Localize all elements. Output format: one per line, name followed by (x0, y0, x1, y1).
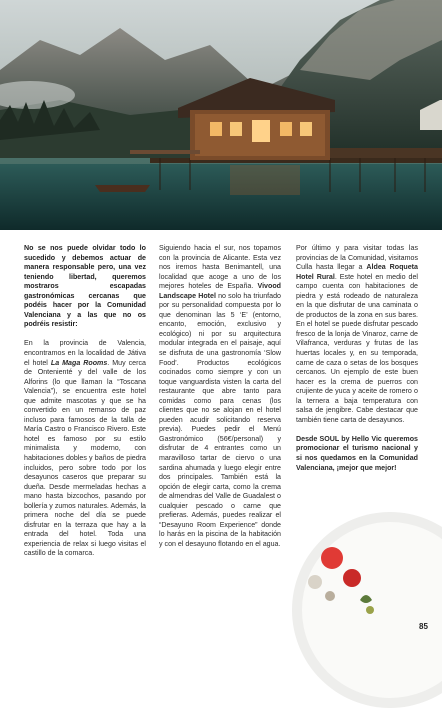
aldea-hotel-name: Aldea Roqueta Hotel Rural (296, 263, 418, 281)
la-maga-paragraph (24, 339, 146, 559)
lake-cabin-illustration (0, 0, 442, 230)
vivood-hotel-name: Vivood Landscape Hotel (159, 282, 281, 300)
vivood-text-after: no solo ha triunfado por su personalidad compuesta por lo que denominan las 5 ‘E’ (entorno, encanto, emoción, exclusivo y ecológico) ni por su arquitectura modular integrada en el paisaje, aquí se disfruta de una gastronomía ‘Slow Food’. Productos ecológicos cocinados como siempre y con un toque vanguardista visten la carta del restaurante que abre tanto para comidas como para cenas (los clientes que no se alojan en el hotel pueden acudir solicitando reserva previa). Puedes pedir el Menú Gastronómico (56€/personal) y disfrutar de 4 entrantes como un maravilloso tartar de ciervo o una sardina ahumada y luego elegir entre dos principales. También está la opción de elegir carta, como la crema de almendras del Valle de Guadalest o cualquier pescado o carne que prefieras. Además, puedes realizar el “Desayuno Room Experience” donde lo harás en la piscina de la habitación y con el desayuno flotando en el agua. (159, 291, 281, 548)
hero-photo (0, 0, 442, 230)
intro-paragraph: No se nos puede olvidar todo lo sucedido y debemos actuar de manera responsable pero, una vez teniendo libertad, queremos mostraros escapadas gastronómicas cercanas que podéis hacer por la Comunidad Valenciana y a las que no os podréis resistir: (24, 244, 146, 329)
la-maga-text-before: En la provincia de Valencia, encontramos en la localidad de Játiva el hotel (24, 339, 146, 367)
aldea-text-after: . Este hotel en medio del campo cuenta con habitaciones de piedra y está rodeado de naturaleza en la que disfrutar de una caminata o de productos de la zona en sus bares. En el hotel se puede disfrutar pescado fresco de la lonja de Vinaroz, carne de Vilafranca, verduras y frutas de las huertas locales y, en su temporada, carne de caza o setas de los bosques cercanos. Un ejemplo de este buen hacer es la crema de puerros con crujiente de yuca y aceite de romero o la ternera a baja temperatura con salsa de jengibre. Cabe destacar que también tiene carta de desayunos. (296, 272, 418, 424)
vivood-text-before: Siguiendo hacia el sur, nos topamos con la provincia de Alicante. Esta vez nos iremos hasta Benimantell, una localidad que acoge a uno de los mejores hoteles de España. (159, 244, 281, 291)
la-maga-hotel-name: La Maga Rooms (50, 358, 108, 367)
article-column-3 (296, 244, 418, 483)
vivood-paragraph (159, 244, 281, 550)
aldea-paragraph (296, 244, 418, 425)
closing-paragraph: Desde SOUL by Hello Vic queremos promocionar el turismo nacional y si nos quedamos en la Comunidad Valenciana, ¡mejor que mejor! (296, 434, 418, 472)
la-maga-text-after: . Muy cerca de Ontenienté y del valle de los Alforins (lo que llaman la “Toscana Valencia”), se encuentra este hotel que admite mascotas y que se ha convertido en un remanso de paz incluso para famosos de la talla de María Castro o Francisco Rivero. Este hotel es famoso por su estilo minimalista y moderno, con habitaciones dobles y baños de piedra incluidos, pero sobre todo por los desayunos caseros que preparar su dueña. Desde mermeladas hechas a mano hasta bizcochos, pasando por bollería y zumos naturales. Además, la primera noche del día se puede disfrutar en la terraza que hay a la entrada del hotel. Toda una experiencia de relax si luego visitas el castillo de la comarca. (24, 358, 146, 558)
aldea-text-before: Por último y para visitar todas las provincias de la Comunidad, visitamos Culla hasta llegar a (296, 244, 418, 272)
dessert-plate-photo (290, 510, 442, 710)
article-column-2 (159, 244, 281, 559)
article-column-1 (24, 244, 146, 569)
dessert-plate-illustration (290, 510, 442, 710)
page-number: 85 (419, 622, 428, 631)
